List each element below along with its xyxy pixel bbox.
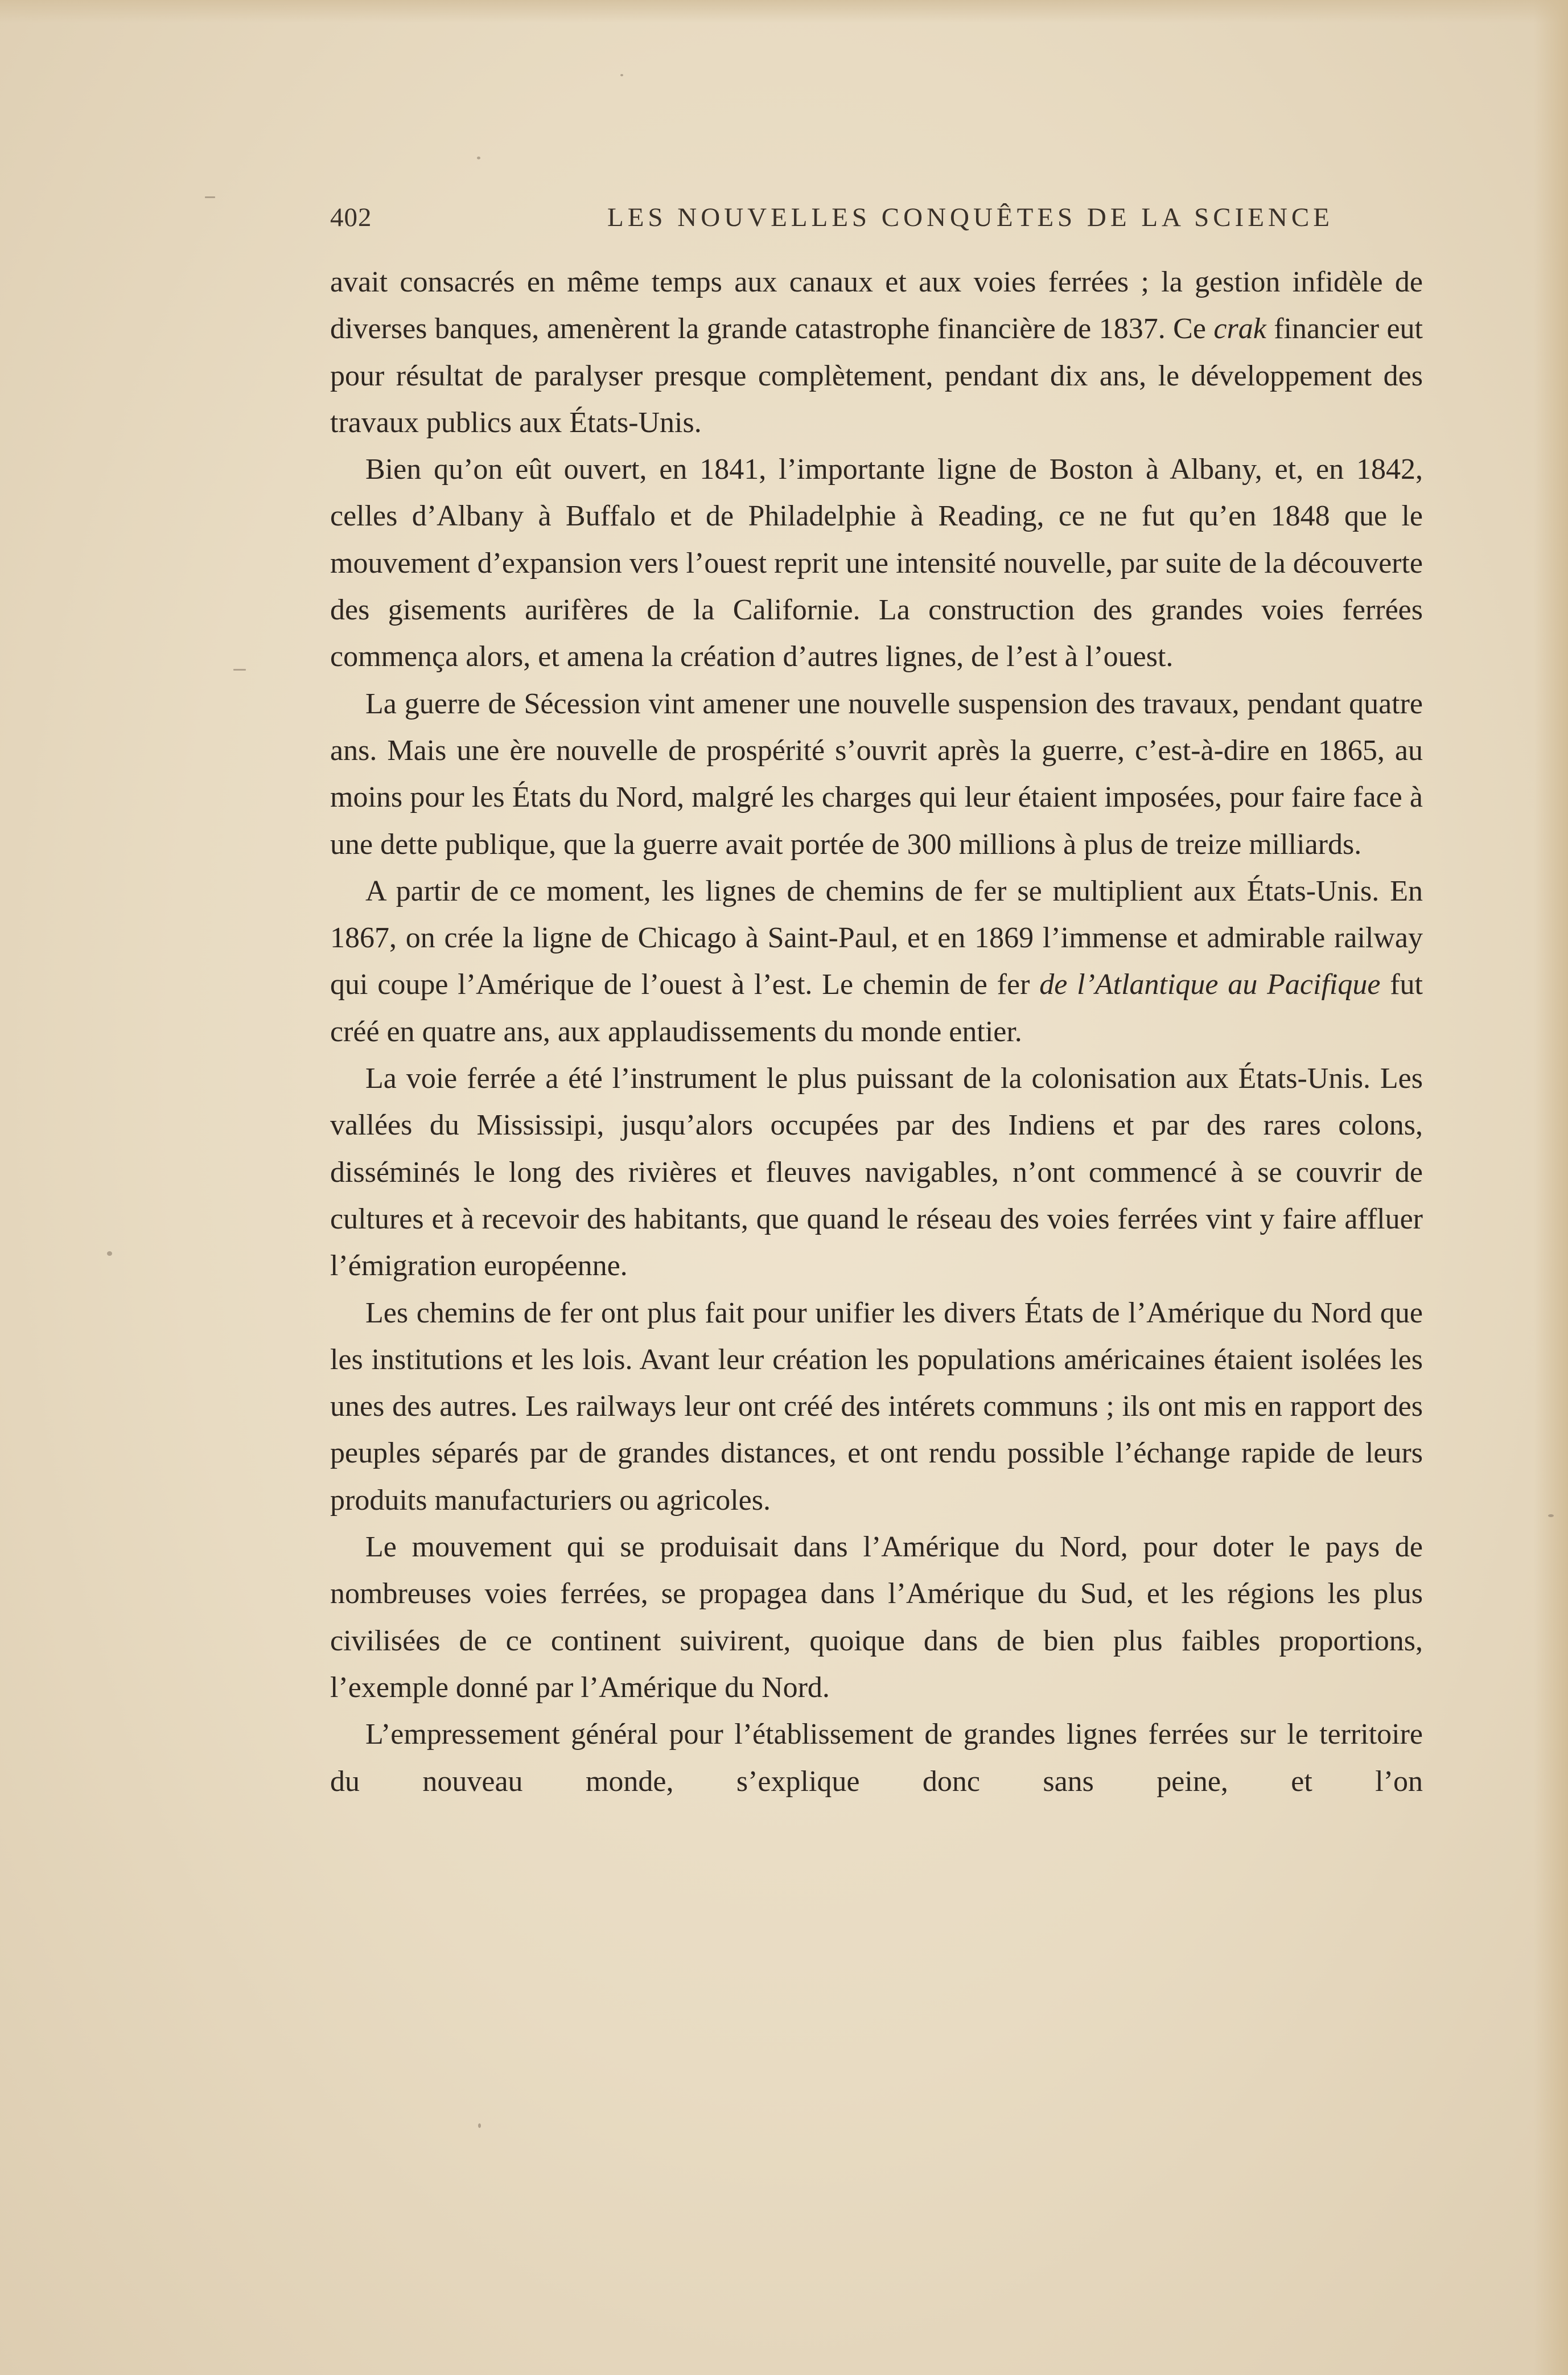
page-edge-top: [0, 0, 1568, 23]
paragraph-1-text-b: financier eut pour résultat de paralyser presque complètement, pendant dix ans, le développement des travaux publics aux États-Unis.: [330, 313, 1423, 439]
paragraph-3: La guerre de Sécession vint amener une nouvelle suspension des travaux, pendant quatre ans. Mais une ère nouvelle de prospérité s’ouvrit après la guerre, c’est-à-dire en 1865, au moins pour les États du Nord, malgré les charges qui leur étaient imposées, pour faire face à une dette publique, que la guerre avait portée de 300 millions à plus de treize milliards.: [330, 687, 1423, 861]
body-text: [330, 259, 1423, 1805]
paragraph-7: Le mouvement qui se produisait dans l’Amérique du Nord, pour doter le pays de nombreuses voies ferrées, se propagea dans l’Amérique du Sud, et les régions les plus civilisées de ce continent suivirent, quoique dans de bien plus faibles proportions, l’exemple donné par l’Amérique du Nord.: [330, 1531, 1423, 1704]
paper-speck: [205, 196, 215, 198]
page-header: [330, 202, 1423, 236]
paragraph-1-italic: crak: [1213, 313, 1266, 346]
paragraph-8: L’empressement général pour l’établissement de grandes lignes ferrées sur le territoire du nouveau monde, s’explique donc sans peine, et l’on: [330, 1718, 1423, 1798]
paragraph-4-text-b: fut créé en quatre ans, aux applaudissements du monde entier.: [330, 968, 1423, 1048]
paper-speck: [233, 669, 246, 671]
paragraph-1-text-a: avait consacrés en même temps aux canaux et aux voies ferrées ; la gestion infidèle de diverses banques, amenèrent la grande catastrophe financière de 1837. Ce: [330, 266, 1423, 346]
page-number: 402: [330, 203, 372, 232]
paragraph-4-italic: de l’Atlantique au Pacifique: [1039, 968, 1381, 1001]
paragraph-5: La voie ferrée a été l’instrument le plus puissant de la colonisation aux États-Unis. Les vallées du Mississipi, jusqu’alors occupées par des Indiens et par des rares colons, disséminés le long des rivières et fleuves navigables, n’ont commencé à se couvrir de cultures et à recevoir des habitants, que quand le réseau des voies ferrées vint y faire affluer l’émigration européenne.: [330, 1062, 1423, 1283]
paper-speck: [477, 157, 480, 159]
paragraph-4: [330, 868, 1423, 1055]
paper-speck: [620, 74, 623, 76]
page-edge-right: [1534, 0, 1568, 2375]
paper-speck: [107, 1251, 112, 1256]
paragraph-2: Bien qu’on eût ouvert, en 1841, l’importante ligne de Boston à Albany, et, en 1842, celles d’Albany à Buffalo et de Philadelphie à Reading, ce ne fut qu’en 1848 que le mouvement d’expansion vers l’ouest reprit une intensité nouvelle, par suite de la découverte des gisements aurifères de la Californie. La construction des grandes voies ferrées commença alors, et amena la création d’autres lignes, de l’est à l’ouest.: [330, 453, 1423, 673]
paragraph-6: Les chemins de fer ont plus fait pour unifier les divers États de l’Amérique du Nord que les institutions et les lois. Avant leur création les populations américaines étaient isolées les unes des autres. Les railways leur ont créé des intérets communs ; ils ont mis en rapport des peuples séparés par de grandes distances, et ont rendu possible l’échange rapide de leurs produits manufacturiers ou agricoles.: [330, 1296, 1423, 1517]
paragraph-1: [330, 259, 1423, 446]
running-title: LES NOUVELLES CONQUÊTES DE LA SCIENCE: [607, 203, 1334, 232]
paragraph-4-text-a: A partir de ce moment, les lignes de chemins de fer se multiplient aux États-Unis. En 1867, on crée la ligne de Chicago à Saint-Paul, et en 1869 l’immense et admirable railway qui coupe l’Amérique de l’ouest à l’est. Le chemin de fer: [330, 874, 1423, 1001]
paper-speck: [1548, 1514, 1554, 1517]
paper-speck: [478, 2123, 481, 2128]
